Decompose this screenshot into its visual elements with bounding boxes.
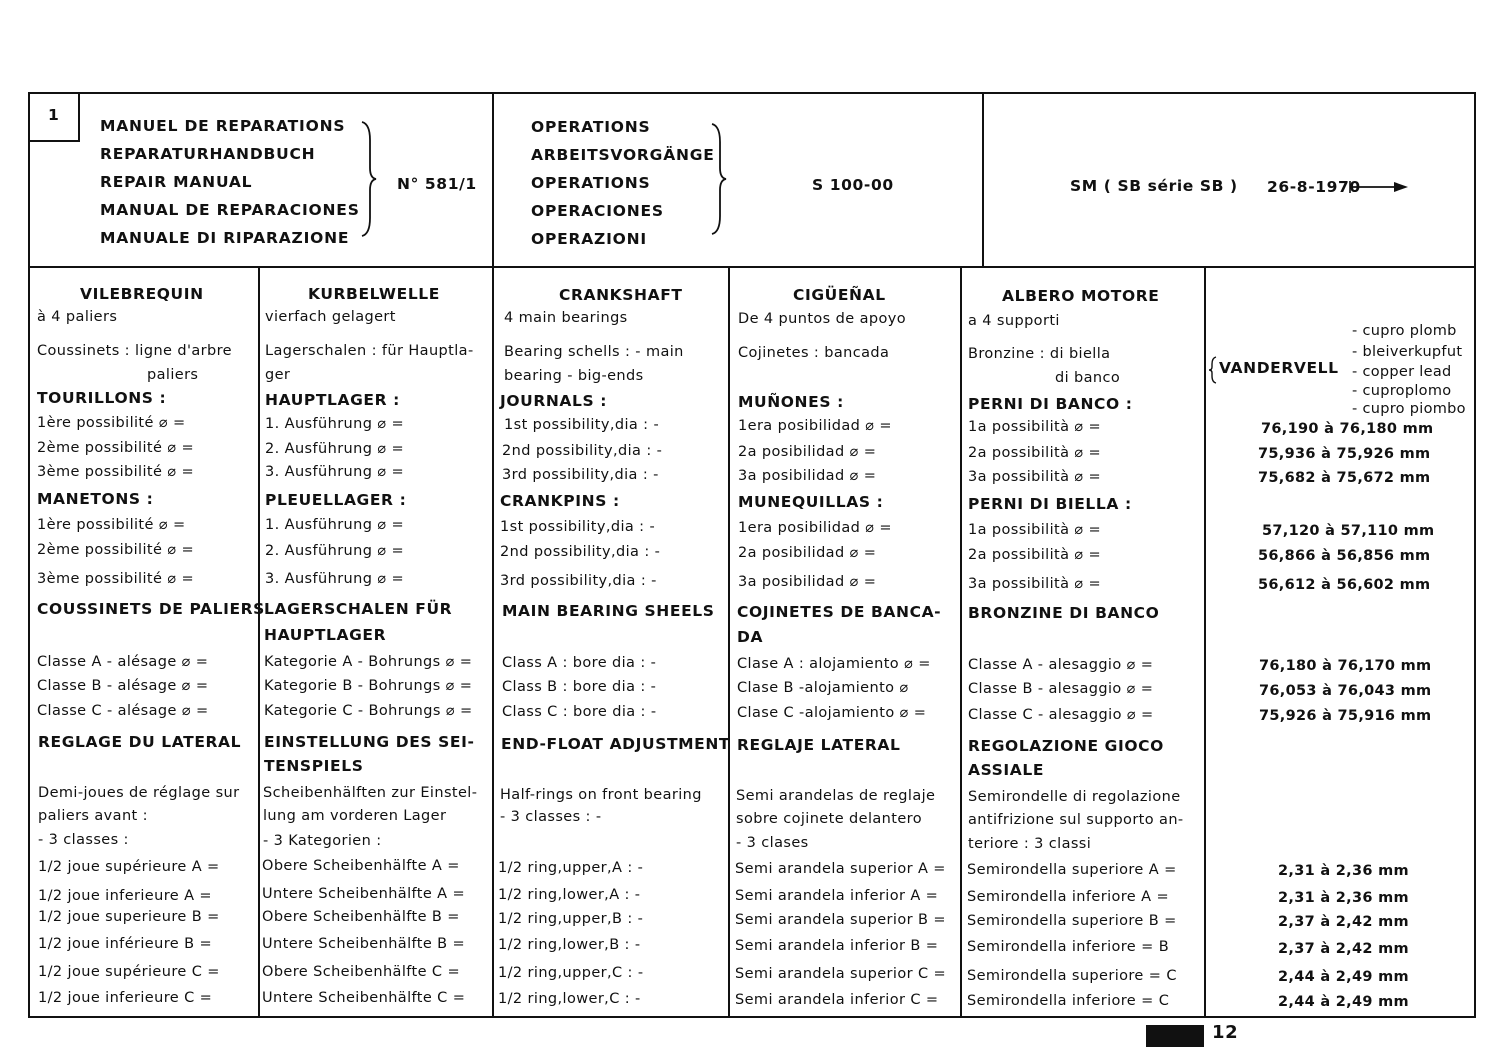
col-en-main-shells: MAIN BEARING SHEELS xyxy=(502,602,715,620)
col-de-r4: Untere Scheibenhälfte B = xyxy=(262,936,466,952)
col-it-crankpins: PERNI DI BIELLA : xyxy=(968,495,1132,513)
col-es-half-2: sobre cojinete delantero xyxy=(736,811,922,827)
col-es-endfloat: REGLAJE LATERAL xyxy=(737,736,901,754)
col-de-title: KURBELWELLE xyxy=(308,285,440,303)
col-it-subtitle: a 4 supporti xyxy=(968,313,1060,329)
col-es-j2: 2a posibilidad ⌀ = xyxy=(738,444,877,460)
col-en-r4: 1/2 ring,lower,B : - xyxy=(498,937,641,953)
col-es-main-shells-1: COJINETES DE BANCA- xyxy=(737,603,942,621)
col-es-crankpins: MUNEQUILLAS : xyxy=(738,493,884,511)
col-en-j2: 2nd possibility,dia : - xyxy=(502,443,663,459)
col-de-j2: 2. Ausführung ⌀ = xyxy=(265,441,405,457)
col-es-j3: 3a posibilidad ⌀ = xyxy=(738,468,877,484)
operation-title-en: OPERATIONS xyxy=(531,174,651,192)
col-en-class-a: Class A : bore dia : - xyxy=(502,655,657,671)
col-es-r1: Semi arandela superior A = xyxy=(735,861,946,877)
col-en-c3: 3rd possibility,dia : - xyxy=(500,573,657,589)
header-col-divider-2 xyxy=(982,92,984,268)
col-it-r6: Semirondella inferiore = C xyxy=(967,993,1170,1009)
col-en-class-b: Class B : bore dia : - xyxy=(502,679,657,695)
col-fr-r5: 1/2 joue supérieure C = xyxy=(38,964,220,980)
col-divider-5 xyxy=(1204,266,1206,1018)
manual-brace xyxy=(358,120,378,238)
col-es-class-a: Clase A : alojamiento ⌀ = xyxy=(737,656,931,672)
col-it-half-1: Semirondelle di regolazione xyxy=(968,789,1181,805)
col-de-class-c: Kategorie C - Bohrungs ⌀ = xyxy=(264,703,473,719)
col-fr-shells-2: paliers xyxy=(147,367,199,383)
col-it-half-2: antifrizione sul supporto an- xyxy=(968,812,1184,828)
value-class-a: 76,180 à 76,170 mm xyxy=(1259,658,1432,674)
col-es-main-shells-2: DA xyxy=(737,628,764,646)
col-de-half-2: lung am vorderen Lager xyxy=(263,808,447,824)
col-fr-shells-1: Coussinets : ligne d'arbre xyxy=(37,343,232,359)
col-it-r1: Semirondella superiore A = xyxy=(967,862,1177,878)
col-en-journals: JOURNALS : xyxy=(500,392,608,410)
col-it-r5: Semirondella superiore = C xyxy=(967,968,1177,984)
col-en-r2: 1/2 ring,lower,A : - xyxy=(498,887,641,903)
col-fr-title: VILEBREQUIN xyxy=(80,285,204,303)
header-col-divider-1 xyxy=(492,92,494,1018)
col-fr-half-1: Demi-joues de réglage sur xyxy=(38,785,240,801)
col-fr-r3: 1/2 joue superieure B = xyxy=(38,909,220,925)
col-es-c1: 1era posibilidad ⌀ = xyxy=(738,520,892,536)
col-divider-1 xyxy=(258,266,260,1018)
col-fr-j2: 2ème possibilité ⌀ = xyxy=(37,440,195,456)
col-en-half-2: - 3 classes : - xyxy=(500,809,602,825)
col-es-c3: 3a posibilidad ⌀ = xyxy=(738,574,877,590)
col-es-half-1: Semi arandelas de reglaje xyxy=(736,788,936,804)
col-it-c3: 3a possibilità ⌀ = xyxy=(968,576,1102,592)
col-de-main-shells-1: LAGERSCHALEN FÜR xyxy=(264,600,453,618)
material-en: - copper lead xyxy=(1352,364,1452,380)
operation-brace xyxy=(708,122,728,236)
operation-title-es: OPERACIONES xyxy=(531,202,664,220)
value-j1: 76,190 à 76,180 mm xyxy=(1261,421,1434,437)
col-en-shells-2: bearing - big-ends xyxy=(504,368,644,384)
col-de-r6: Untere Scheibenhälfte C = xyxy=(262,990,466,1006)
col-de-half-3: - 3 Kategorien : xyxy=(263,833,382,849)
col-it-title: ALBERO MOTORE xyxy=(1002,287,1160,305)
col-it-r2: Semirondella inferiore A = xyxy=(967,889,1170,905)
col-de-main-shells-2: HAUPTLAGER xyxy=(264,626,387,644)
col-de-r3: Obere Scheibenhälfte B = xyxy=(262,909,460,925)
col-de-crankpins: PLEUELLAGER : xyxy=(265,491,407,509)
col-en-j1: 1st possibility,dia : - xyxy=(504,417,660,433)
operation-title-fr: OPERATIONS xyxy=(531,118,651,136)
col-en-r6: 1/2 ring,lower,C : - xyxy=(498,991,641,1007)
operation-title-de: ARBEITSVORGÄNGE xyxy=(531,146,715,164)
col-de-endfloat-2: TENSPIELS xyxy=(264,757,364,775)
value-c3: 56,612 à 56,602 mm xyxy=(1258,577,1431,593)
material-es: - cuproplomo xyxy=(1352,383,1452,399)
col-en-title: CRANKSHAFT xyxy=(559,286,683,304)
value-r1: 2,31 à 2,36 mm xyxy=(1278,863,1409,879)
col-fr-j3: 3ème possibilité ⌀ = xyxy=(37,464,195,480)
col-de-journals: HAUPTLAGER : xyxy=(265,391,400,409)
value-r3: 2,37 à 2,42 mm xyxy=(1278,914,1409,930)
col-en-half-1: Half-rings on front bearing xyxy=(500,787,702,803)
col-fr-main-shells: COUSSINETS DE PALIERS xyxy=(37,600,265,618)
col-fr-c3: 3ème possibilité ⌀ = xyxy=(37,571,195,587)
col-en-class-c: Class C : bore dia : - xyxy=(502,704,657,720)
value-r4: 2,37 à 2,42 mm xyxy=(1278,941,1409,957)
value-r2: 2,31 à 2,36 mm xyxy=(1278,890,1409,906)
col-de-endfloat-1: EINSTELLUNG DES SEI- xyxy=(264,733,475,751)
col-en-subtitle: 4 main bearings xyxy=(504,310,628,326)
material-it: - cupro piombo xyxy=(1352,401,1466,417)
col-de-class-b: Kategorie B - Bohrungs ⌀ = xyxy=(264,678,473,694)
col-it-main-shells: BRONZINE DI BANCO xyxy=(968,604,1160,622)
col-de-subtitle: vierfach gelagert xyxy=(265,309,396,325)
col-en-crankpins: CRANKPINS : xyxy=(500,492,620,510)
col-divider-3 xyxy=(728,266,730,1018)
manual-title-fr: MANUEL DE REPARATIONS xyxy=(100,117,346,135)
manual-title-en: REPAIR MANUAL xyxy=(100,173,253,191)
col-es-r5: Semi arandela superior C = xyxy=(735,966,947,982)
col-fr-class-a: Classe A - alésage ⌀ = xyxy=(37,654,209,670)
col-it-c2: 2a possibilità ⌀ = xyxy=(968,547,1102,563)
manual-title-es: MANUAL DE REPARACIONES xyxy=(100,201,360,219)
col-fr-half-2: paliers avant : xyxy=(38,808,148,824)
col-de-shells-2: ger xyxy=(265,367,291,383)
manual-number: N° 581/1 xyxy=(397,175,477,193)
col-de-half-1: Scheibenhälften zur Einstel- xyxy=(263,785,478,801)
col-en-endfloat: END-FLOAT ADJUSTMENT xyxy=(501,735,731,753)
col-es-r6: Semi arandela inferior C = xyxy=(735,992,939,1008)
section-number: 1 xyxy=(48,106,60,124)
col-fr-class-b: Classe B - alésage ⌀ = xyxy=(37,678,209,694)
col-fr-r2: 1/2 joue inferieure A = xyxy=(38,888,212,904)
col-de-r2: Untere Scheibenhälfte A = xyxy=(262,886,466,902)
col-divider-4 xyxy=(960,266,962,1018)
col-fr-c2: 2ème possibilité ⌀ = xyxy=(37,542,195,558)
col-de-c3: 3. Ausführung ⌀ = xyxy=(265,571,405,587)
col-de-shells-1: Lagerschalen : für Hauptla- xyxy=(265,343,474,359)
col-en-c2: 2nd possibility,dia : - xyxy=(500,544,661,560)
col-es-title: CIGÜEÑAL xyxy=(793,286,886,304)
col-it-endfloat-2: ASSIALE xyxy=(968,761,1045,779)
col-fr-r4: 1/2 joue inférieure B = xyxy=(38,936,212,952)
col-it-endfloat-1: REGOLAZIONE GIOCO xyxy=(968,737,1164,755)
col-fr-j1: 1ère possibilité ⌀ = xyxy=(37,415,186,431)
manual-title-de: REPARATURHANDBUCH xyxy=(100,145,316,163)
value-c1: 57,120 à 57,110 mm xyxy=(1262,523,1435,539)
col-en-shells-1: Bearing schells : - main xyxy=(504,344,684,360)
col-fr-r1: 1/2 joue supérieure A = xyxy=(38,859,220,875)
col-es-c2: 2a posibilidad ⌀ = xyxy=(738,545,877,561)
col-it-j2: 2a possibilità ⌀ = xyxy=(968,445,1102,461)
operation-title-it: OPERAZIONI xyxy=(531,230,647,248)
col-es-class-b: Clase B -alojamiento ⌀ xyxy=(737,680,909,696)
col-it-c1: 1a possibilità ⌀ = xyxy=(968,522,1102,538)
col-es-half-3: - 3 clases xyxy=(736,835,809,851)
material-fr: - cupro plomb xyxy=(1352,323,1457,339)
col-en-c1: 1st possibility,dia : - xyxy=(500,519,656,535)
arrow-right-icon xyxy=(1348,180,1410,194)
header-divider xyxy=(28,266,1476,268)
value-j3: 75,682 à 75,672 mm xyxy=(1258,470,1431,486)
col-it-j3: 3a possibilità ⌀ = xyxy=(968,469,1102,485)
revision-date: 26-8-1970 xyxy=(1267,178,1361,196)
col-es-journals: MUÑONES : xyxy=(738,393,844,411)
value-class-c: 75,926 à 75,916 mm xyxy=(1259,708,1432,724)
col-it-journals: PERNI DI BANCO : xyxy=(968,395,1133,413)
footer-bar xyxy=(1146,1025,1204,1047)
manual-title-it: MANUALE DI RIPARAZIONE xyxy=(100,229,350,247)
col-fr-class-c: Classe C - alésage ⌀ = xyxy=(37,703,209,719)
col-it-class-c: Classe C - alesaggio ⌀ = xyxy=(968,707,1154,723)
col-en-r3: 1/2 ring,upper,B : - xyxy=(498,911,644,927)
col-de-c1: 1. Ausführung ⌀ = xyxy=(265,517,405,533)
col-de-class-a: Kategorie A - Bohrungs ⌀ = xyxy=(264,654,473,670)
col-it-r3: Semirondella superiore B = xyxy=(967,913,1177,929)
value-r5: 2,44 à 2,49 mm xyxy=(1278,969,1409,985)
col-it-class-b: Classe B - alesaggio ⌀ = xyxy=(968,681,1154,697)
col-de-j1: 1. Ausführung ⌀ = xyxy=(265,416,405,432)
col-es-r4: Semi arandela inferior B = xyxy=(735,938,939,954)
col-it-r4: Semirondella inferiore = B xyxy=(967,939,1170,955)
col-it-class-a: Classe A - alesaggio ⌀ = xyxy=(968,657,1154,673)
col-it-j1: 1a possibilità ⌀ = xyxy=(968,419,1102,435)
col-es-r3: Semi arandela superior B = xyxy=(735,912,946,928)
col-de-j3: 3. Ausführung ⌀ = xyxy=(265,464,405,480)
page-number: 12 xyxy=(1212,1022,1239,1043)
col-fr-c1: 1ère possibilité ⌀ = xyxy=(37,517,186,533)
brand-brace xyxy=(1208,356,1218,384)
col-de-r5: Obere Scheibenhälfte C = xyxy=(262,964,460,980)
bearing-brand: VANDERVELL xyxy=(1219,359,1339,377)
col-en-j3: 3rd possibility,dia : - xyxy=(502,467,659,483)
col-es-j1: 1era posibilidad ⌀ = xyxy=(738,418,892,434)
col-de-r1: Obere Scheibenhälfte A = xyxy=(262,858,460,874)
value-c2: 56,866 à 56,856 mm xyxy=(1258,548,1431,564)
col-fr-endfloat: REGLAGE DU LATERAL xyxy=(38,733,242,751)
col-es-class-c: Clase C -alojamiento ⌀ = xyxy=(737,705,927,721)
col-fr-journals: TOURILLONS : xyxy=(37,389,167,407)
col-en-r5: 1/2 ring,upper,C : - xyxy=(498,965,644,981)
model-designation: SM ( SB série SB ) xyxy=(1070,177,1238,195)
col-de-c2: 2. Ausführung ⌀ = xyxy=(265,543,405,559)
col-it-half-3: teriore : 3 classi xyxy=(968,836,1092,852)
value-j2: 75,936 à 75,926 mm xyxy=(1258,446,1431,462)
col-it-shells-2: di banco xyxy=(1055,370,1121,386)
col-es-subtitle: De 4 puntos de apoyo xyxy=(738,311,906,327)
col-fr-half-3: - 3 classes : xyxy=(38,832,129,848)
col-it-shells-1: Bronzine : di biella xyxy=(968,346,1111,362)
value-class-b: 76,053 à 76,043 mm xyxy=(1259,683,1432,699)
col-fr-crankpins: MANETONS : xyxy=(37,490,154,508)
value-r6: 2,44 à 2,49 mm xyxy=(1278,994,1409,1010)
material-de: - bleiverkupfut xyxy=(1352,344,1463,360)
col-en-r1: 1/2 ring,upper,A : - xyxy=(498,860,644,876)
col-fr-r6: 1/2 joue inferieure C = xyxy=(38,990,213,1006)
operation-code: S 100-00 xyxy=(812,176,894,194)
col-es-shells-1: Cojinetes : bancada xyxy=(738,345,890,361)
col-es-r2: Semi arandela inferior A = xyxy=(735,888,939,904)
col-fr-subtitle: à 4 paliers xyxy=(37,309,118,325)
